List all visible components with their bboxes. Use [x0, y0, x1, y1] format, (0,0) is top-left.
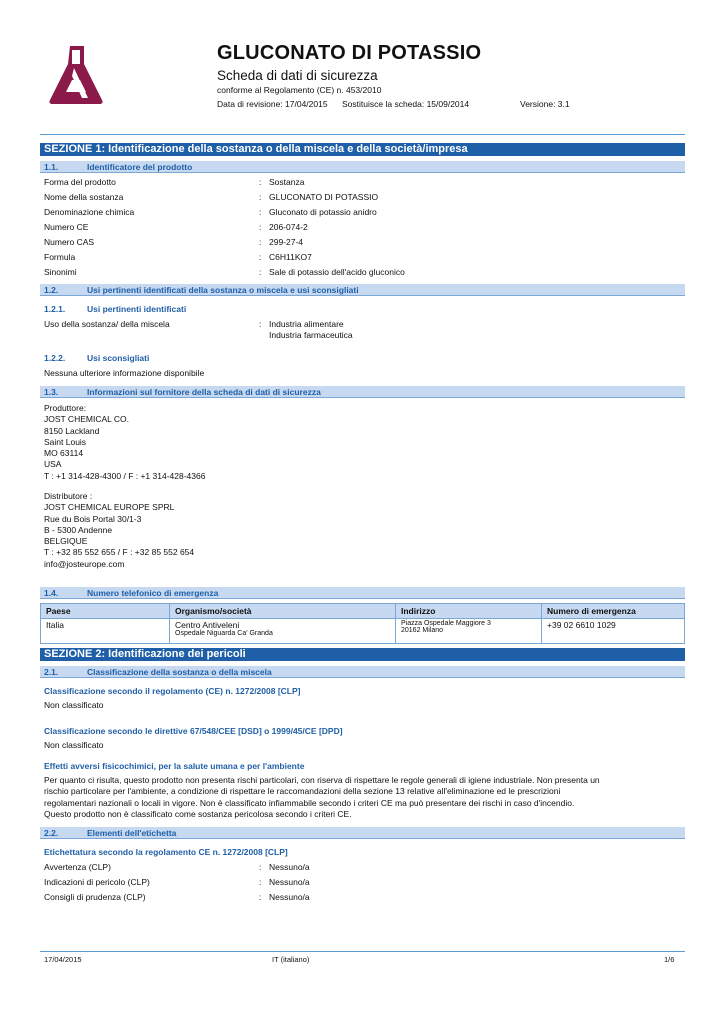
section-2-header: SEZIONE 2: Identificazione dei pericoli: [40, 648, 685, 661]
organization-detail: Ospedale Niguarda Ca' Granda: [175, 630, 273, 637]
labelling-title: Etichettatura secondo la regolamento CE n. 1272/2008 [CLP]: [44, 847, 288, 857]
subsection-number: 2.1.: [44, 667, 59, 677]
no-info-text: Nessuna ulteriore informazione disponibile: [44, 368, 205, 378]
dsd-classification-title: Classificazione secondo le direttive 67/548/CEE [DSD] o 1999/45/CE [DPD]: [44, 726, 343, 736]
id-row: Numero CE : 206-074-2: [44, 222, 308, 232]
column-header: Numero di emergenza: [542, 604, 685, 619]
phone-cell: +39 02 6610 1029: [542, 619, 685, 644]
document-title: GLUCONATO DI POTASSIO: [217, 42, 482, 64]
label-row: Consigli di prudenza (CLP) : Nessuno/a: [44, 892, 310, 902]
row-value: Sostanza: [269, 177, 305, 187]
id-row: Numero CAS : 299-27-4: [44, 237, 304, 247]
row-value: C6H11KO7: [269, 252, 312, 262]
distributor-line: Rue du Bois Portal 30/1-3: [44, 513, 142, 524]
subsection-number: 2.2.: [44, 828, 59, 838]
row-value: Nessuno/a: [269, 892, 310, 902]
emergency-table: [40, 603, 685, 644]
row-key: Avvertenza (CLP): [44, 862, 111, 872]
label-row: Avvertenza (CLP) : Nessuno/a: [44, 862, 310, 872]
id-row: Forma del prodotto : Sostanza: [44, 177, 305, 187]
subsection-number: 1.2.: [44, 285, 59, 295]
subsection-label: Usi pertinenti identificati: [87, 304, 187, 314]
producer-line: USA: [44, 459, 62, 470]
subsection-label: Identificatore del prodotto: [87, 162, 193, 172]
country-cell: Italia: [41, 619, 170, 644]
paragraph-line: regolamentari nazionali o locali in vigore. Non è classificato infiammabile secondo i criteri CE ma può presentare dei rischi in caso d'incendio.: [44, 797, 575, 808]
row-value: Nessuno/a: [269, 862, 310, 872]
subsection-label: Usi pertinenti identificati della sostanza o miscela e usi sconsigliati: [87, 285, 359, 295]
row-key: Uso della sostanza/ della miscela: [44, 319, 170, 329]
row-value: 206-074-2: [269, 222, 308, 232]
row-key: Formula: [44, 252, 76, 262]
row-key: Consigli di prudenza (CLP): [44, 892, 146, 902]
row-key: Numero CAS: [44, 237, 95, 247]
organization-cell: [170, 619, 396, 644]
producer-line: T : +1 314-428-4300 / F : +1 314-428-4366: [44, 470, 206, 481]
subsection-label: Informazioni sul fornitore della scheda di dati di sicurezza: [87, 387, 321, 397]
subsection-number: 1.1.: [44, 162, 59, 172]
row-key: Denominazione chimica: [44, 207, 135, 217]
table-row: [41, 619, 685, 644]
subsection-number: 1.4.: [44, 588, 59, 598]
section-1-header: SEZIONE 1: Identificazione della sostanza o della miscela e della società/impresa: [40, 143, 685, 156]
table-header-row: [41, 604, 685, 619]
use-row: Uso della sostanza/ della miscela : Industria alimentare: [44, 319, 344, 329]
row-key: Forma del prodotto: [44, 177, 116, 187]
dsd-classification-value: Non classificato: [44, 740, 104, 750]
subsection-number: 1.2.1.: [44, 304, 66, 314]
producer-line: MO 63114: [44, 448, 84, 459]
subsection-label: Elementi dell'etichetta: [87, 828, 177, 838]
footer-date: 17/04/2015: [44, 955, 82, 964]
clp-classification-title: Classificazione secondo il regolamento (CE) n. 1272/2008 [CLP]: [44, 686, 301, 696]
distributor-line: Distributore :: [44, 491, 93, 501]
subsection-label: Usi sconsigliati: [87, 353, 150, 363]
company-logo: [46, 44, 106, 106]
footer-divider: [40, 951, 685, 952]
subsection-1-2-1: [44, 304, 187, 314]
distributor-email: info@josteurope.com: [44, 558, 125, 569]
subsection-label: Classificazione della sostanza o della miscela: [87, 667, 272, 677]
subsection-2-2: [40, 827, 685, 839]
column-header: Organismo/società: [170, 604, 396, 619]
producer-line: 8150 Lackland: [44, 425, 100, 436]
row-value: Sale di potassio dell'acido gluconico: [269, 267, 405, 277]
column-header: Indirizzo: [396, 604, 542, 619]
subsection-1-2-2: [44, 353, 150, 363]
producer-block: [44, 403, 205, 482]
row-key: Numero CE: [44, 222, 89, 232]
distributor-line: JOST CHEMICAL EUROPE SPRL: [44, 502, 175, 513]
distributor-line: B - 5300 Andenne: [44, 524, 113, 535]
paragraph-line: Questo prodotto non è classificato come sostanza pericolosa secondo i criteri CE.: [44, 809, 352, 820]
clp-classification-value: Non classificato: [44, 700, 104, 710]
subsection-1-4: [40, 587, 685, 599]
page-number: 1/6: [664, 955, 675, 964]
adverse-effects-text: [44, 775, 600, 821]
row-value: Nessuno/a: [269, 877, 310, 887]
row-value: Industria alimentare: [269, 319, 344, 329]
regulation-note: conforme al Regolamento (CE) n. 453/2010: [217, 85, 382, 95]
row-value: 299-27-4: [269, 237, 304, 247]
producer-line: JOST CHEMICAL CO.: [44, 414, 130, 425]
distributor-block: [44, 491, 194, 570]
use-value-2: Industria farmaceutica: [269, 330, 353, 340]
row-value: GLUCONATO DI POTASSIO: [269, 192, 379, 202]
subsection-1-2: [40, 284, 685, 296]
address-cell: [396, 619, 542, 644]
supersedes-date: Sostituisce la scheda: 15/09/2014: [342, 99, 470, 109]
distributor-line: BELGIQUE: [44, 536, 88, 547]
revision-date: Data di revisione: 17/04/2015: [217, 99, 328, 109]
version: Versione: 3.1: [520, 99, 570, 109]
producer-line: Produttore:: [44, 403, 87, 413]
producer-line: Saint Louis: [44, 436, 87, 447]
subsection-number: 1.2.2.: [44, 353, 66, 363]
document-subtitle: Scheda di dati di sicurezza: [217, 68, 378, 83]
footer-language: IT (italiano): [272, 955, 310, 964]
adverse-effects-title: Effetti avversi fisicochimici, per la salute umana e per l'ambiente: [44, 761, 305, 771]
subsection-number: 1.3.: [44, 387, 59, 397]
organization-name: Centro Antiveleni: [175, 620, 240, 630]
id-row: Denominazione chimica : Gluconato di potassio anidro: [44, 207, 377, 217]
address-line: 20162 Milano: [401, 627, 444, 634]
id-row: Formula : C6H11KO7: [44, 252, 312, 262]
subsection-2-1: [40, 666, 685, 678]
subsection-label: Numero telefonico di emergenza: [87, 588, 219, 598]
row-key: Nome della sostanza: [44, 192, 124, 202]
paragraph-line: Per quanto ci risulta, questo prodotto non presenta rischi particolari, con riserva di rispettare le regole generali di igiene industriale. Non presenta un: [44, 775, 600, 785]
id-row: Sinonimi : Sale di potassio dell'acido gluconico: [44, 267, 405, 277]
address-line: Piazza Ospedale Maggiore 3: [401, 620, 491, 627]
label-row: Indicazioni di pericolo (CLP) : Nessuno/a: [44, 877, 310, 887]
distributor-line: T : +32 85 552 655 / F : +32 85 552 654: [44, 547, 195, 558]
column-header: Paese: [41, 604, 170, 619]
header-divider: [40, 134, 685, 135]
subsection-1-1: [40, 161, 685, 173]
row-key: Sinonimi: [44, 267, 77, 277]
row-value: Gluconato di potassio anidro: [269, 207, 377, 217]
row-key: Indicazioni di pericolo (CLP): [44, 877, 150, 887]
subsection-1-3: [40, 386, 685, 398]
id-row: Nome della sostanza : GLUCONATO DI POTASSIO: [44, 192, 379, 202]
paragraph-line: rischio particolare per l'ambiente, a condizione di rispettare le raccomandazioni della sezione 13 relative all'eliminazione ed le prescrizioni: [44, 786, 561, 797]
